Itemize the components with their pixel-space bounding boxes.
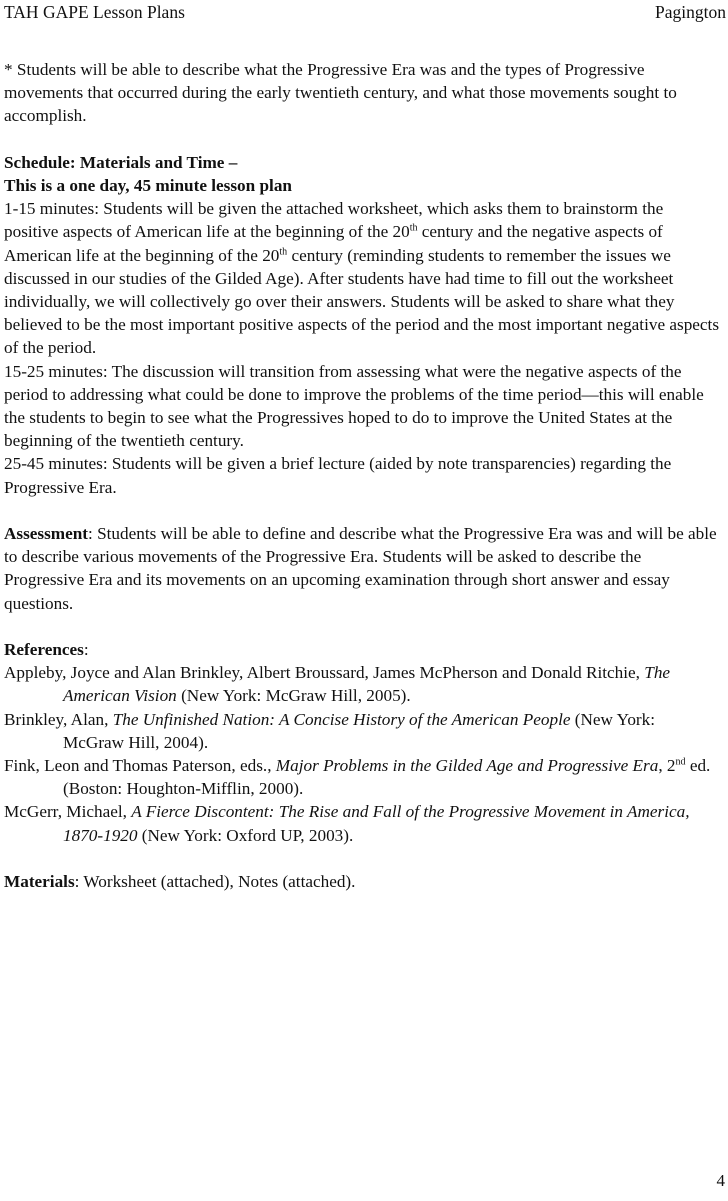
schedule-p1-part-a: 1-15 minutes: Students will be given the attached worksheet, which asks them to brainstorm the positive aspects of American life at the beginning of the 20 [4, 199, 664, 242]
schedule-subheading: This is a one day, 45 minute lesson plan [4, 176, 292, 195]
document-body [4, 58, 720, 893]
reference-publication: (New York: Oxford UP, 2003). [137, 825, 354, 845]
reference-item [4, 661, 720, 707]
reference-title: A Fierce Discontent: The Rise and Fall of the Progressive Movement in America, 1870-1920 [63, 802, 690, 845]
schedule-p1-part-b: century and the negative aspects of American life at the beginning of the 20 [4, 222, 663, 265]
schedule-heading: Schedule: Materials and Time – [4, 152, 238, 172]
reference-publication: ed. (Boston: Houghton-Mifflin, 2000). [63, 756, 711, 799]
spacer [4, 615, 720, 638]
header-title: TAH GAPE Lesson Plans [4, 2, 185, 22]
reference-item [4, 708, 720, 754]
objective-paragraph: * Students will be able to describe what the Progressive Era was and the types of Progressive movements that occurred during the early twentieth century, and what those movements sought to accomplish. [4, 60, 677, 126]
schedule-paragraph-1 [4, 197, 720, 359]
assessment-label: Assessment [4, 524, 89, 544]
page-number: 4 [716, 1171, 725, 1190]
reference-author: McGerr, Michael, [4, 802, 132, 822]
reference-publication: (New York: McGraw Hill, 2005). [176, 686, 411, 706]
spacer [4, 128, 720, 151]
schedule-paragraph-3: 25-45 minutes: Students will be given a brief lecture (aided by note transparencies) regarding the Progressive Era. [4, 454, 672, 497]
reference-item [4, 800, 720, 846]
references-label: References [4, 640, 84, 660]
reference-publication: (New York: McGraw Hill, 2004). [63, 709, 656, 752]
reference-title: The Unfinished Nation: A Concise History of the American People [112, 709, 571, 729]
ordinal-suffix: th [279, 246, 288, 258]
assessment-paragraph [4, 522, 720, 615]
reference-author: Appleby, Joyce and Alan Brinkley, Albert Broussard, James McPherson and Donald Ritchie, [4, 663, 645, 683]
assessment-text: : Students will be able to define and describe what the Progressive Era was and will be able to describe various movements of the Progressive Era. Students will be asked to describe the Progressive Era and its movements on an upcoming examination through short answer and essay questions. [4, 524, 717, 613]
reference-edition: , 2 [658, 756, 676, 776]
references-heading [4, 638, 720, 661]
reference-author: Brinkley, Alan, [4, 709, 113, 729]
header-author: Pagington [655, 2, 726, 22]
schedule-p1-part-c: century (reminding students to remember the issues we discussed in our studies of the Gilded Age). After students have had time to fill out the worksheet individually, we will collectively go over their answers. Students will be asked to share what they believed to be the most important positive aspects of the period and the most important negative aspects of the period. [4, 245, 720, 358]
reference-author: Fink, Leon and Thomas Paterson, eds., [4, 756, 276, 776]
ordinal-suffix: nd [675, 756, 686, 768]
ordinal-suffix: th [409, 222, 418, 234]
reference-title: Major Problems in the Gilded Age and Progressive Era [275, 756, 659, 776]
spacer [4, 847, 720, 870]
spacer [4, 499, 720, 522]
references-colon: : [83, 640, 89, 660]
materials-label: Materials [4, 872, 75, 892]
schedule-paragraph-2: 15-25 minutes: The discussion will transition from assessing what were the negative aspects of the period to addressing what could be done to improve the problems of the time period—this will enable the students to begin to see what the Progressives hoped to do to improve the United States at the beginning of the twentieth century. [4, 361, 704, 451]
reference-item [4, 754, 720, 800]
reference-title: The American Vision [63, 663, 671, 706]
materials-text: : Worksheet (attached), Notes (attached). [74, 872, 356, 892]
materials-paragraph [4, 870, 720, 893]
